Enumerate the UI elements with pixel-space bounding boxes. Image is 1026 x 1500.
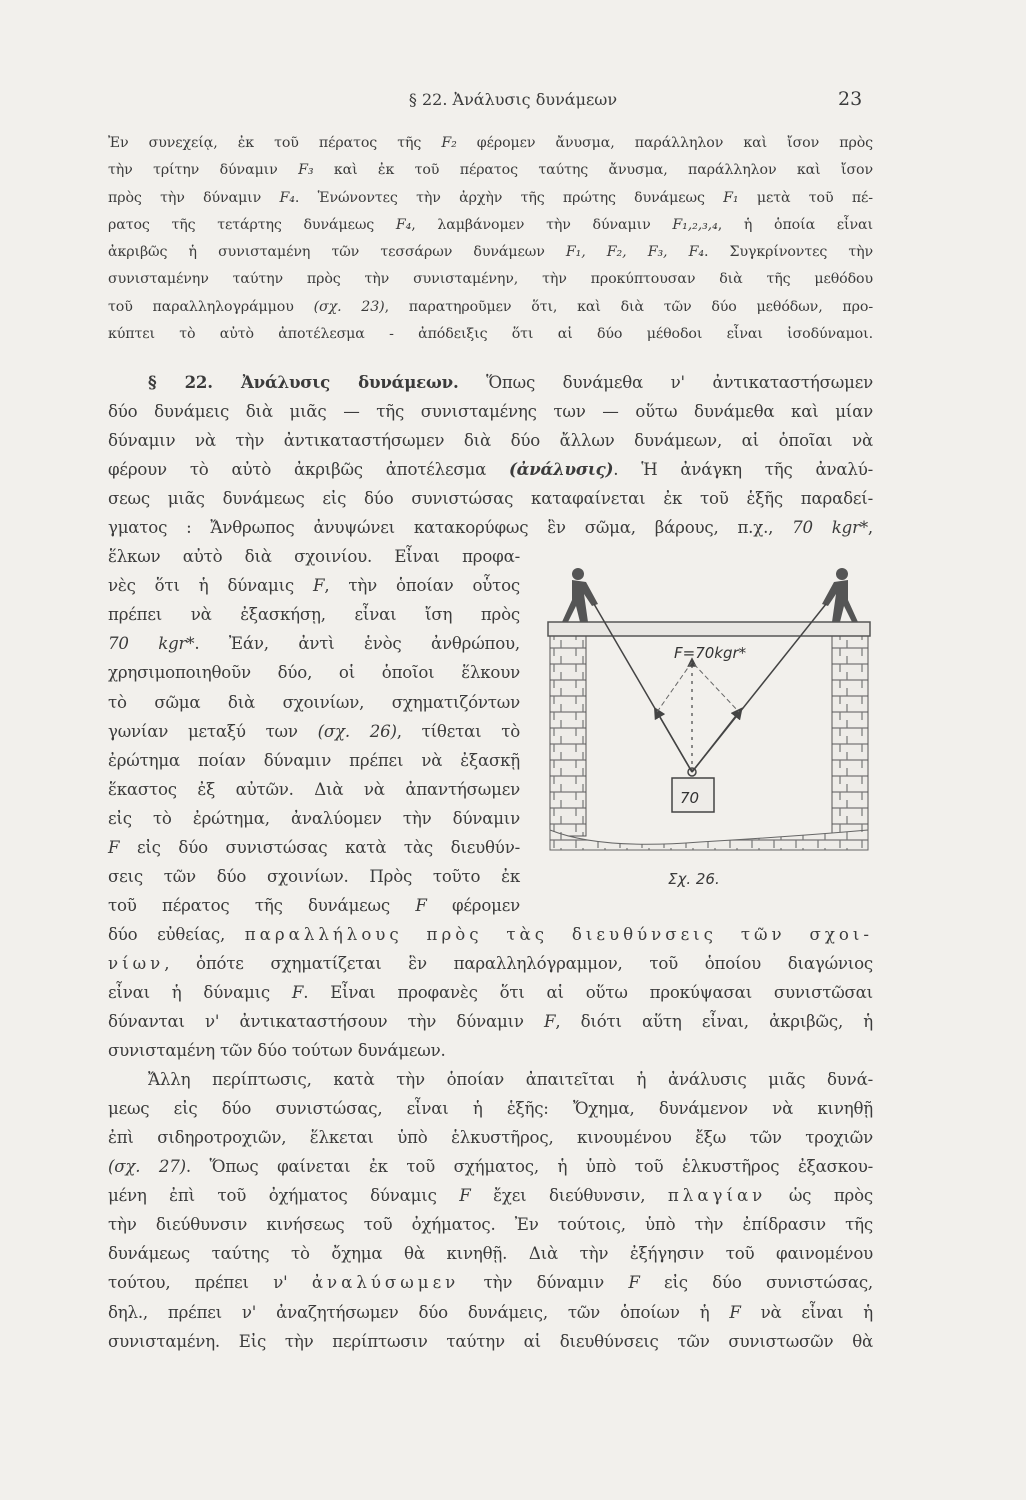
text-line [108,920,873,949]
text-line [108,1181,873,1210]
weight-label: 70 [680,789,700,807]
text-run: , διότι αὕτη εἶναι, ἀκριβῶς, ἡ [555,1012,873,1032]
text-run: Ὅπως δυνάμεθα ν' ἀντικαταστήσωμεν [458,373,873,392]
text-run: . Ὅπως φαίνεται ἐκ τοῦ σχήματος, ἡ ὑπὸ τοῦ ἑλκυστῆρος ἐξασκου- [185,1157,873,1177]
running-header: § 22. Ἀνάλυσις δυνάμεων [408,90,618,109]
text-run: , ἡ ὁποία εἶναι [717,216,873,233]
text-run: . Συγκρίνοντες τὴν [703,244,873,261]
spaced-emphasis: νίων [108,953,165,973]
parallelogram-dashed [657,662,739,712]
emphasis-run: F₁, F₂, F₃, F₄ [565,244,704,261]
text-run: , τὴν ὁποίαν οὗτος [324,576,521,596]
left-wall [550,636,586,836]
text-line [108,130,873,157]
component-arrow-left [657,712,692,772]
text-run: , ὁπότε σχηματίζεται ἓν παραλληλόγραμμον, τοῦ ὁποίου διαγώνιος [164,953,873,973]
text-line [108,571,520,600]
text-line [108,513,873,542]
text-line: μεως εἰς δύο συνιστώσας, εἶναι ἡ ἑξῆς: Ὄχημα, δυνάμενον νὰ κινηθῇ [108,1099,873,1119]
text-run: γωνίαν μεταξύ των [108,721,318,741]
text-line [108,368,873,397]
emphasis-run: 70 kgr* [792,518,868,538]
text-line [108,239,873,266]
text-line: δυνάμεως ταύτης τὸ ὄχημα θὰ κινηθῇ. Διὰ τὴν ἐξήγησιν τοῦ φαινομένου [108,1244,873,1264]
text-run: , λαμβάνομεν τὴν δύναμιν [411,216,673,233]
text-line [108,185,873,212]
emphasis-run: F₁ [723,189,739,206]
emphasis-run: F₄ [279,189,295,206]
text-line: δύναμιν νὰ τὴν ἀντικαταστήσωμεν διὰ δύο ἄλλων δυνάμεων, αἱ ὁποῖαι νὰ [108,431,873,451]
emphasis-run: F [313,576,325,596]
text-line: ἐπὶ σιδηροτροχιῶν, ἕλκεται ὑπὸ ἑλκυστῆρος, κινουμένου ἔξω τῶν τροχιῶν [108,1128,873,1148]
spaced-emphasis: ἀναλύσωμεν [311,1273,460,1293]
text-line [108,1298,873,1327]
text-run: φέρομεν ἄνυσμα, παράλληλον καὶ ἴσον πρὸς [456,135,873,151]
text-run: εἰς δύο συνιστώσας, [639,1273,873,1293]
text-run: Ἐν συνεχείᾳ, ἐκ τοῦ πέρατος τῆς [108,135,442,151]
text-line: χρησιμοποιηθοῦν δύο, οἱ ὁποῖοι ἕλκουν [108,663,520,683]
text-line: πρέπει νὰ ἐξασκήσῃ, εἶναι ἴση πρὸς [108,605,520,625]
text-line [108,717,520,746]
figure-26-illustration [540,555,880,865]
text-line: ἐρώτημα ποίαν δύναμιν πρέπει νὰ ἐξασκῇ [108,750,520,770]
text-run: δηλ., πρέπει ν' ἀναζητήσωμεν δύο δυνάμεις, τῶν ὁποίων ἡ [108,1302,730,1322]
text-run: εἰς δύο συνιστώσας κατὰ τὰς διευθύν- [119,837,520,857]
emphasis-run: F [628,1273,640,1293]
text-line [108,1268,873,1297]
text-line [108,949,873,978]
text-line: σεως μιᾶς δυνάμεως εἰς δύο συνιστώσας καταφαίνεται ἐκ τοῦ ἑξῆς παραδεί- [108,489,873,509]
text-line: δύο δυνάμεις διὰ μιᾶς — τῆς συνισταμένης των — οὕτω δυνάμεθα καὶ μίαν [108,402,873,422]
text-line: ἕλκων αὐτὸ διὰ σχοινίου. Εἶναι προφα- [108,547,520,567]
man-left-icon [562,568,598,622]
text-run: τὴν τρίτην δύναμιν [108,162,299,179]
text-line [108,891,520,920]
text-run: τὴν δύναμιν [459,1273,629,1293]
text-run: τοῦ παραλληλογράμμου [108,298,314,315]
text-line: τὴν διεύθυνσιν κινήσεως τοῦ ὀχήματος. Ἐν τούτοις, ὑπὸ τὴν ἐπίδρασιν τῆς [108,1215,873,1235]
text-line: Ἄλλη περίπτωσις, κατὰ τὴν ὁποίαν ἀπαιτεῖται ἡ ἀνάλυσις μιᾶς δυνά- [148,1070,873,1090]
text-line: τὸ σῶμα διὰ σχοινίων, σχηματιζόντων [108,692,520,712]
text-run: πρὸς τὴν δύναμιν [108,189,280,206]
emphasis-run: F [544,1012,556,1032]
text-run: , παρατηροῦμεν ὅτι, καὶ διὰ τῶν δύο μεθόδων, προ- [384,298,874,315]
text-line [108,294,873,321]
text-line [108,978,873,1007]
text-line: συνισταμένη. Εἰς τὴν περίπτωσιν ταύτην αἱ διευθύνσεις τῶν συνιστωσῶν θὰ [108,1331,873,1351]
man-right-icon [822,568,858,622]
text-line [108,833,520,862]
figure-caption: Σχ. 26. [668,870,720,888]
text-run: , τίθεται τὸ [396,721,520,741]
text-line: σεις τῶν δύο σχοινίων. Πρὸς τοῦτο ἐκ [108,866,520,886]
text-run: , [867,518,873,538]
text-run: . Ἑνώνοντες τὴν ἀρχὴν τῆς πρώτης δυνάμεως [294,189,724,206]
emphasis-run: F₃ [298,162,314,179]
text-line: ἕκαστος ἐξ αὐτῶν. Διὰ νὰ ἀπαντήσωμεν [108,779,520,799]
text-line [108,212,873,239]
text-run: . Ἡ ἀνάγκη τῆς ἀναλύ- [613,460,873,480]
text-line [108,629,520,658]
emphasis-run: (σχ. 26) [317,721,397,741]
text-run: δύνανται ν' ἀντικαταστήσουν τὴν δύναμιν [108,1012,544,1032]
force-label: F=70kgr* [674,644,747,662]
text-line: κύπτει τὸ αὐτὸ ἀποτέλεσμα - ἀπόδειξις ὅτι αἱ δύο μέθοδοι εἶναι ἰσοδύναμοι. [108,326,873,343]
emphasis-run: F [415,895,427,915]
text-run: . Εἶναι προφανὲς ὅτι αἱ οὕτω προκύψασαι συνιστῶσαι [303,982,873,1002]
page-number: 23 [838,88,863,110]
text-run: ὡς πρὸς [766,1186,873,1206]
text-run: καὶ ἐκ τοῦ πέρατος ταύτης ἄνυσμα, παράλληλον καὶ ἴσον [313,162,873,179]
right-wall [832,636,868,836]
text-line: εἰς τὸ ἐρώτημα, ἀναλύομεν τὴν δύναμιν [108,808,520,828]
emphasis-run: F₁,₂,₃,₄ [672,216,718,233]
emphasis-run: (σχ. 27) [108,1157,186,1177]
text-line [108,1152,873,1181]
component-arrow-right [692,712,739,772]
text-run: φέρουν τὸ αὐτὸ ἀκριβῶς ἀποτέλεσμα [108,460,509,480]
text-run: . Ἐάν, ἀντὶ ἑνὸς ἀνθρώπου, [194,634,520,654]
emphasis-run: F [108,837,120,857]
text-run: ρατος τῆς τετάρτης δυνάμεως [108,216,396,233]
text-run: δύο εὐθείας, [108,924,245,944]
text-line: συνισταμένην ταύτην πρὸς τὴν συνισταμένην, τὴν προκύπτουσαν διὰ τῆς μεθόδου [108,271,873,288]
emphasis-run: F [459,1186,471,1206]
text-run: γματος : Ἄνθρωπος ἀνυψώνει κατακορύφως ἓν σῶμα, βάρους, π.χ., [108,518,793,538]
emphasis-run: (ἀνάλυσις) [508,459,614,480]
emphasis-run: F [729,1302,741,1322]
text-run: ἀκριβῶς ἡ συνισταμένη τῶν τεσσάρων δυνάμεων [108,244,566,261]
text-run: μετὰ τοῦ πέ- [738,189,873,206]
text-run: τούτου, πρέπει ν' [108,1273,312,1293]
emphasis-run: (σχ. 23) [313,298,385,315]
paragraph-continuation [108,130,873,348]
emphasis-run: F₄ [395,216,412,233]
emphasis-run: 70 kgr* [108,634,195,654]
text-run: φέρομεν [426,895,521,915]
text-run: μένη ἐπὶ τοῦ ὀχήματος δύναμις [108,1186,460,1206]
text-run: ἔχει διεύθυνσιν, [470,1186,668,1206]
plank [548,622,870,636]
text-run: νὰ εἶναι ἡ [740,1302,873,1322]
emphasis-run: F₂ [441,135,457,151]
text-run: τοῦ πέρατος τῆς δυνάμεως [108,895,416,915]
text-line [108,1007,873,1036]
text-line [108,157,873,184]
emphasis-run: F [291,982,304,1002]
text-line: συνισταμένη τῶν δύο τούτων δυνάμεων. [108,1041,446,1061]
text-run: εἶναι ἡ δύναμις [108,982,292,1002]
spaced-emphasis: παραλλήλους πρὸς τὰς διευθύνσεις τῶν σχοι- [244,924,873,944]
rubble-floor [550,830,868,850]
text-run: νὲς ὅτι ἡ δύναμις [108,576,314,596]
section-heading: § 22. Ἀνάλυσις δυνάμεων. [148,372,459,392]
spaced-emphasis: πλαγίαν [667,1186,767,1206]
text-line [108,455,873,484]
